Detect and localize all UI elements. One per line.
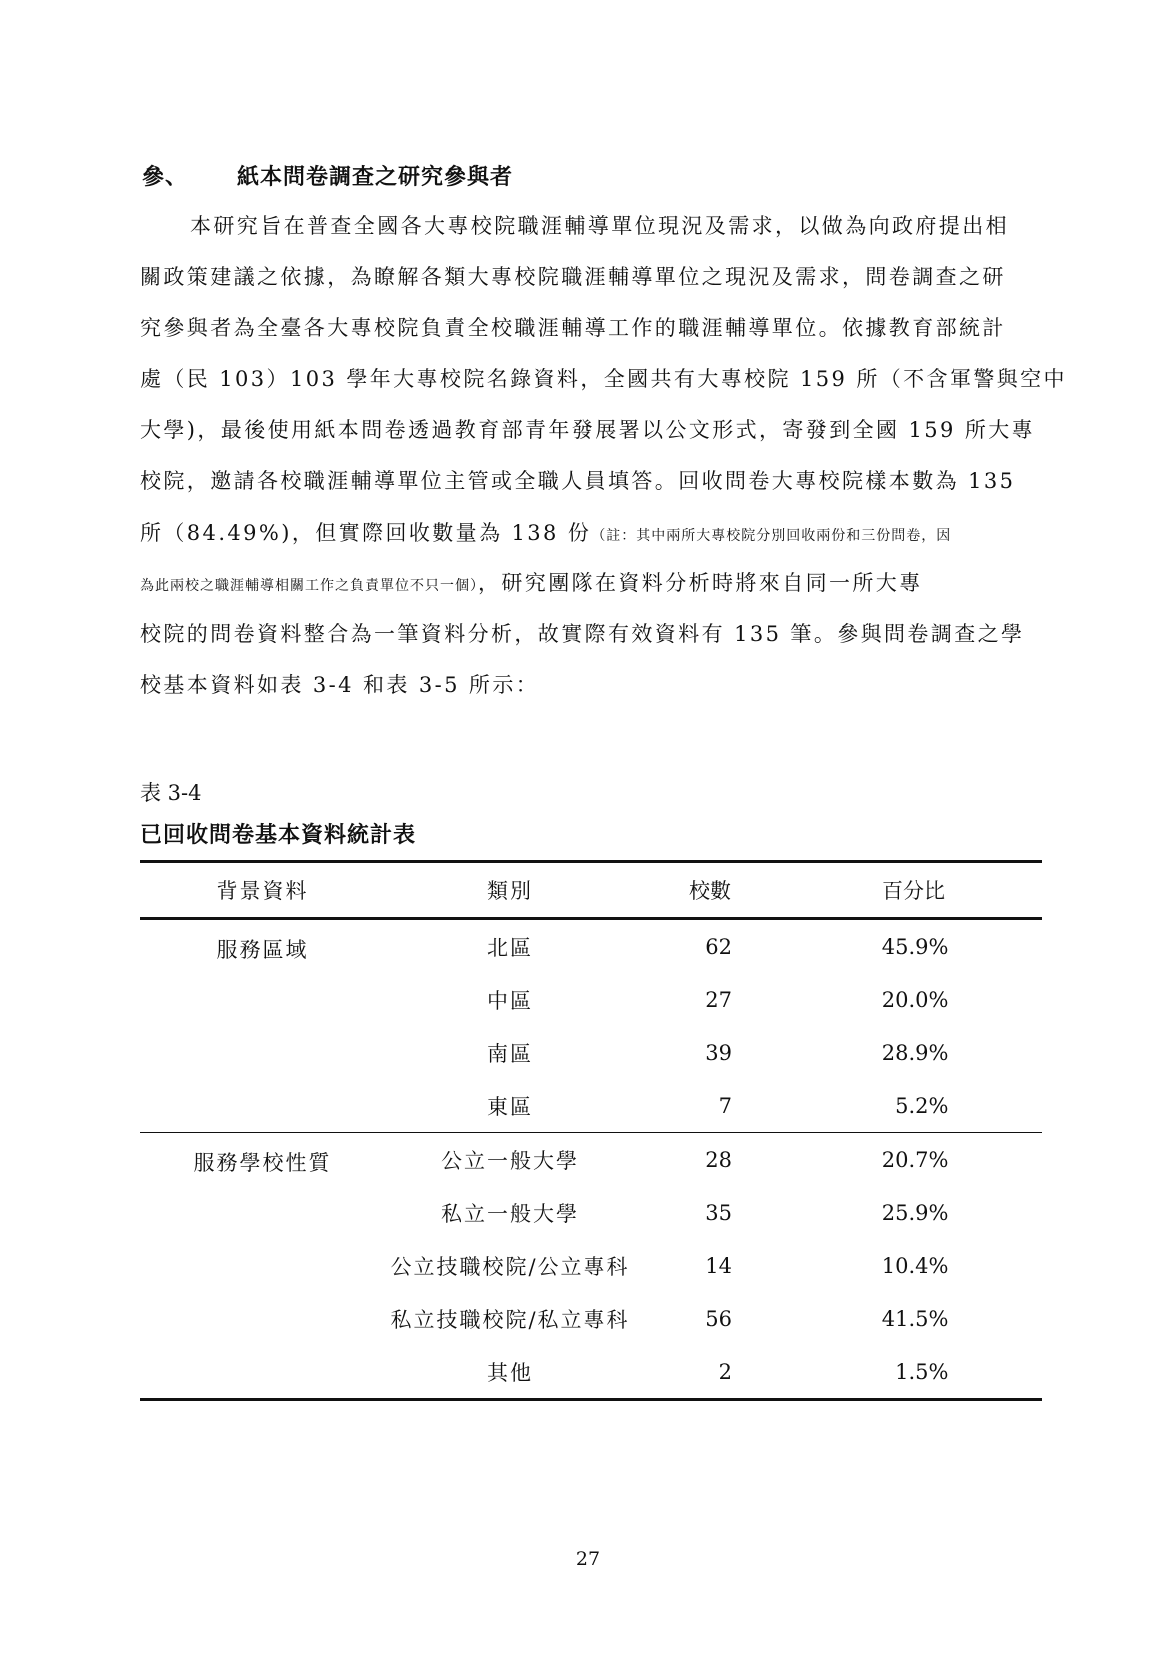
- count-cell: 62: [705, 934, 732, 959]
- paragraph-text: ，研究團隊在資料分析時將來自同一所大專: [478, 571, 923, 595]
- paragraph-line: 處（民 103）103 學年大專校院名錄資料，全國共有大專校院 159 所（不含軍警與空中: [140, 367, 1067, 391]
- category-cell: 南區: [487, 1041, 533, 1066]
- category-cell: 公立一般大學: [441, 1148, 579, 1173]
- section-number: 參、: [142, 164, 189, 190]
- count-cell: 14: [705, 1253, 732, 1278]
- header-background: 背景資料: [216, 879, 309, 903]
- header-category: 類別: [487, 879, 533, 903]
- table-row: [140, 919, 1042, 974]
- statistics-table: [140, 860, 1042, 1401]
- paragraph-line: [140, 568, 1040, 601]
- paragraph-line: 校院的問卷資料整合為一筆資料分析，故實際有效資料有 135 筆。參與問卷調查之學: [140, 622, 1025, 646]
- page-number: 27: [575, 1548, 601, 1570]
- count-cell: 35: [705, 1200, 732, 1225]
- percent-cell: 5.2%: [785, 1079, 1042, 1133]
- count-cell: 39: [705, 1040, 732, 1065]
- paragraph-line: [140, 518, 1040, 551]
- table-label: 表 3-4: [140, 781, 202, 805]
- percent-cell: 25.9%: [881, 1200, 949, 1225]
- percent-cell: 20.7%: [881, 1147, 949, 1172]
- percent-cell: 41.5%: [881, 1306, 949, 1331]
- header-count: 校數: [689, 879, 731, 903]
- percent-cell: 28.9%: [881, 1040, 949, 1065]
- header-percent: 百分比: [882, 879, 945, 903]
- category-cell: 中區: [487, 988, 533, 1013]
- category-cell: 東區: [385, 1079, 635, 1133]
- section-heading: [142, 160, 513, 191]
- table-title: 已回收問卷基本資料統計表: [140, 822, 417, 848]
- group-name: 服務區域: [140, 919, 385, 1133]
- percent-cell: 1.5%: [785, 1345, 1042, 1400]
- paragraph-line: 校院，邀請各校職涯輔導單位主管或全職人員填答。回收問卷大專校院樣本數為 135: [140, 469, 1016, 493]
- count-cell: 28: [705, 1147, 732, 1172]
- paragraph-line: 究參與者為全臺各大專校院負責全校職涯輔導工作的職涯輔導單位。依據教育部統計: [140, 316, 1006, 340]
- paragraph-line: 大學)，最後使用紙本問卷透過教育部青年發展署以公文形式，寄發到全國 159 所大專: [140, 418, 1036, 442]
- paragraph-line: 關政策建議之依據，為瞭解各類大專校院職涯輔導單位之現況及需求，問卷調查之研: [140, 265, 1006, 289]
- percent-cell: 45.9%: [881, 934, 949, 959]
- category-cell: 北區: [487, 935, 533, 960]
- category-cell: 私立一般大學: [441, 1201, 579, 1226]
- category-cell: 公立技職校院/公立專科: [390, 1254, 630, 1279]
- paragraph-line: 本研究旨在普查全國各大專校院職涯輔導單位現況及需求，以做為向政府提出相: [190, 214, 1009, 238]
- footnote-text: 為此兩校之職涯輔導相關工作之負責單位不只一個）: [140, 578, 478, 594]
- count-cell: 7: [635, 1079, 785, 1133]
- table-row: [140, 1133, 1042, 1187]
- footnote-text: （註：其中兩所大專校院分別回收兩份和三份問卷，因: [591, 528, 952, 544]
- category-cell: 私立技職校院/私立專科: [390, 1307, 630, 1332]
- percent-cell: 20.0%: [881, 987, 949, 1012]
- count-cell: 2: [635, 1345, 785, 1400]
- paragraph-text: 所（84.49%)，但實際回收數量為 138 份: [140, 521, 592, 545]
- percent-cell: 10.4%: [881, 1253, 949, 1278]
- group-name: 服務學校性質: [140, 1133, 385, 1400]
- category-cell: 其他: [385, 1345, 635, 1400]
- paragraph-line: 校基本資料如表 3-4 和表 3-5 所示：: [140, 673, 540, 697]
- count-cell: 56: [705, 1306, 732, 1331]
- table-header-row: [140, 862, 1042, 919]
- section-title: 紙本問卷調查之研究參與者: [237, 164, 514, 190]
- count-cell: 27: [705, 987, 732, 1012]
